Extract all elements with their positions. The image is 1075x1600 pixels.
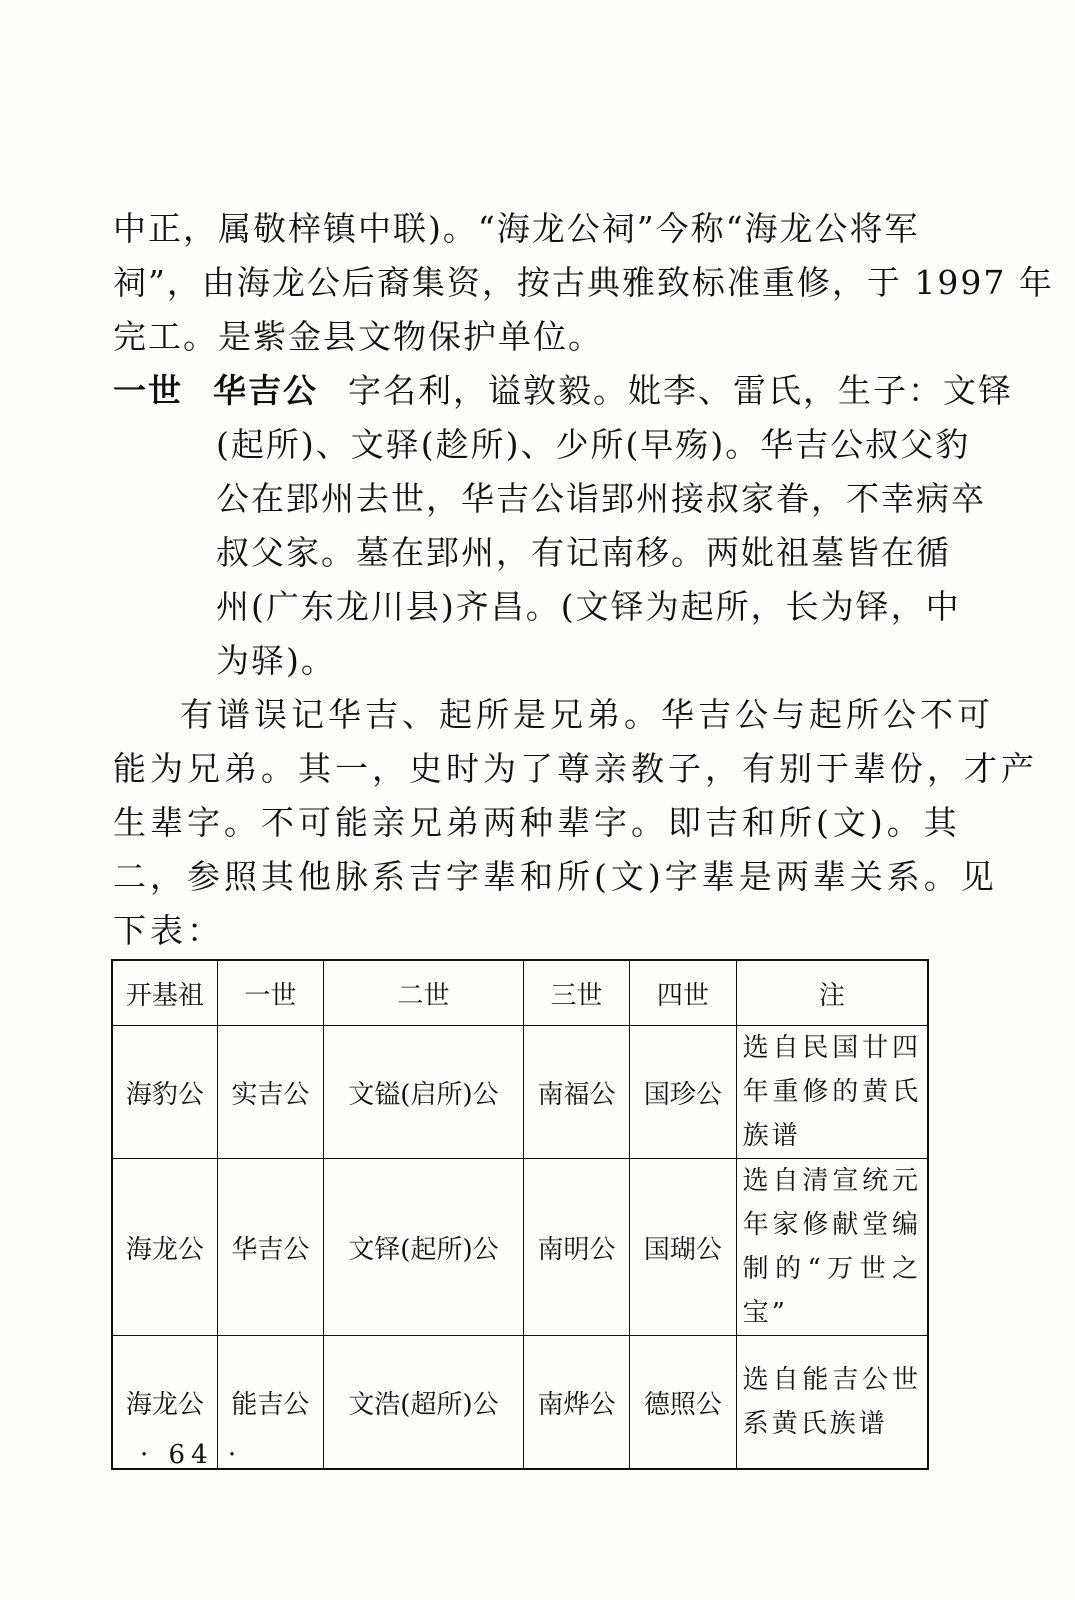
entry-line: 州(广东龙川县)齐昌。(文铎为起所，长为铎，中 (216, 587, 961, 626)
entry-line: (起所)、文驿(趁所)、少所(早殇)。华吉公叔父豹 (216, 425, 971, 464)
table-cell: 南福公 (523, 1026, 629, 1159)
paragraph-line: 完工。是紫金县文物保护单位。 (113, 317, 603, 356)
lineage-table (111, 959, 929, 1470)
table-cell: 南明公 (523, 1159, 629, 1336)
entry-heading-line (113, 371, 1013, 410)
table-header-cell: 注 (736, 960, 928, 1026)
table-cell: 实吉公 (217, 1026, 323, 1159)
table-cell: 海龙公 (112, 1336, 217, 1470)
paragraph-line: 祠”，由海龙公后裔集资，按古典雅致标准重修，于 1997 年 (113, 263, 1054, 302)
table-cell: 文铎(起所)公 (324, 1159, 524, 1336)
table-header-row (112, 960, 928, 1026)
table-cell: 国珍公 (630, 1026, 736, 1159)
table-cell: 南烨公 (523, 1336, 629, 1470)
table-note-cell: 选自能吉公世系黄氏族谱 (736, 1336, 928, 1470)
entry-line: 公在郢州去世，华吉公诣郢州接叔家眷，不幸病卒 (216, 479, 986, 518)
table-row (112, 1159, 928, 1336)
note-line: 生辈字。不可能亲兄弟两种辈字。即吉和所(文)。其 (113, 803, 961, 842)
table-note-cell: 选自清宣统元年家修献堂编制的“万世之宝” (736, 1159, 928, 1336)
table-header-cell: 开基祖 (112, 960, 217, 1026)
table-header-cell: 二世 (324, 960, 524, 1026)
table-header-cell: 三世 (523, 960, 629, 1026)
entry-line: 为驿)。 (216, 641, 336, 680)
table-cell: 海龙公 (112, 1159, 217, 1336)
note-line: 能为兄弟。其一，史时为了尊亲教子，有别于辈份，才产 (113, 749, 1038, 788)
table-cell: 海豹公 (112, 1026, 217, 1159)
ancestor-name: 华吉公 (213, 371, 318, 410)
entry-line: 叔父家。墓在郢州，有记南移。两妣祖墓皆在循 (216, 533, 951, 572)
note-line: 下表： (113, 911, 224, 950)
note-line: 二，参照其他脉系吉字辈和所(文)字辈是两辈关系。见 (113, 857, 998, 896)
table-cell: 国瑚公 (630, 1159, 736, 1336)
table-row (112, 1026, 928, 1159)
table-cell: 德照公 (630, 1336, 736, 1470)
paragraph-line: 中正，属敬梓镇中联)。“海龙公祠”今称“海龙公将军 (113, 209, 920, 248)
note-line: 有谱误记华吉、起所是兄弟。华吉公与起所公不可 (180, 695, 994, 734)
table-header-cell: 一世 (217, 960, 323, 1026)
page-number: · 64 · (140, 1440, 243, 1470)
generation-label: 一世 (113, 371, 183, 410)
entry-text: 字名利，谥敦毅。妣李、雷氏，生子：文铎 (348, 371, 1013, 410)
table-cell: 能吉公 (217, 1336, 323, 1470)
table-note-cell: 选自民国廿四年重修的黄氏族谱 (736, 1026, 928, 1159)
table-cell: 文镒(启所)公 (324, 1026, 524, 1159)
table-cell: 文浩(超所)公 (324, 1336, 524, 1470)
table-cell: 华吉公 (217, 1159, 323, 1336)
table-header-cell: 四世 (630, 960, 736, 1026)
